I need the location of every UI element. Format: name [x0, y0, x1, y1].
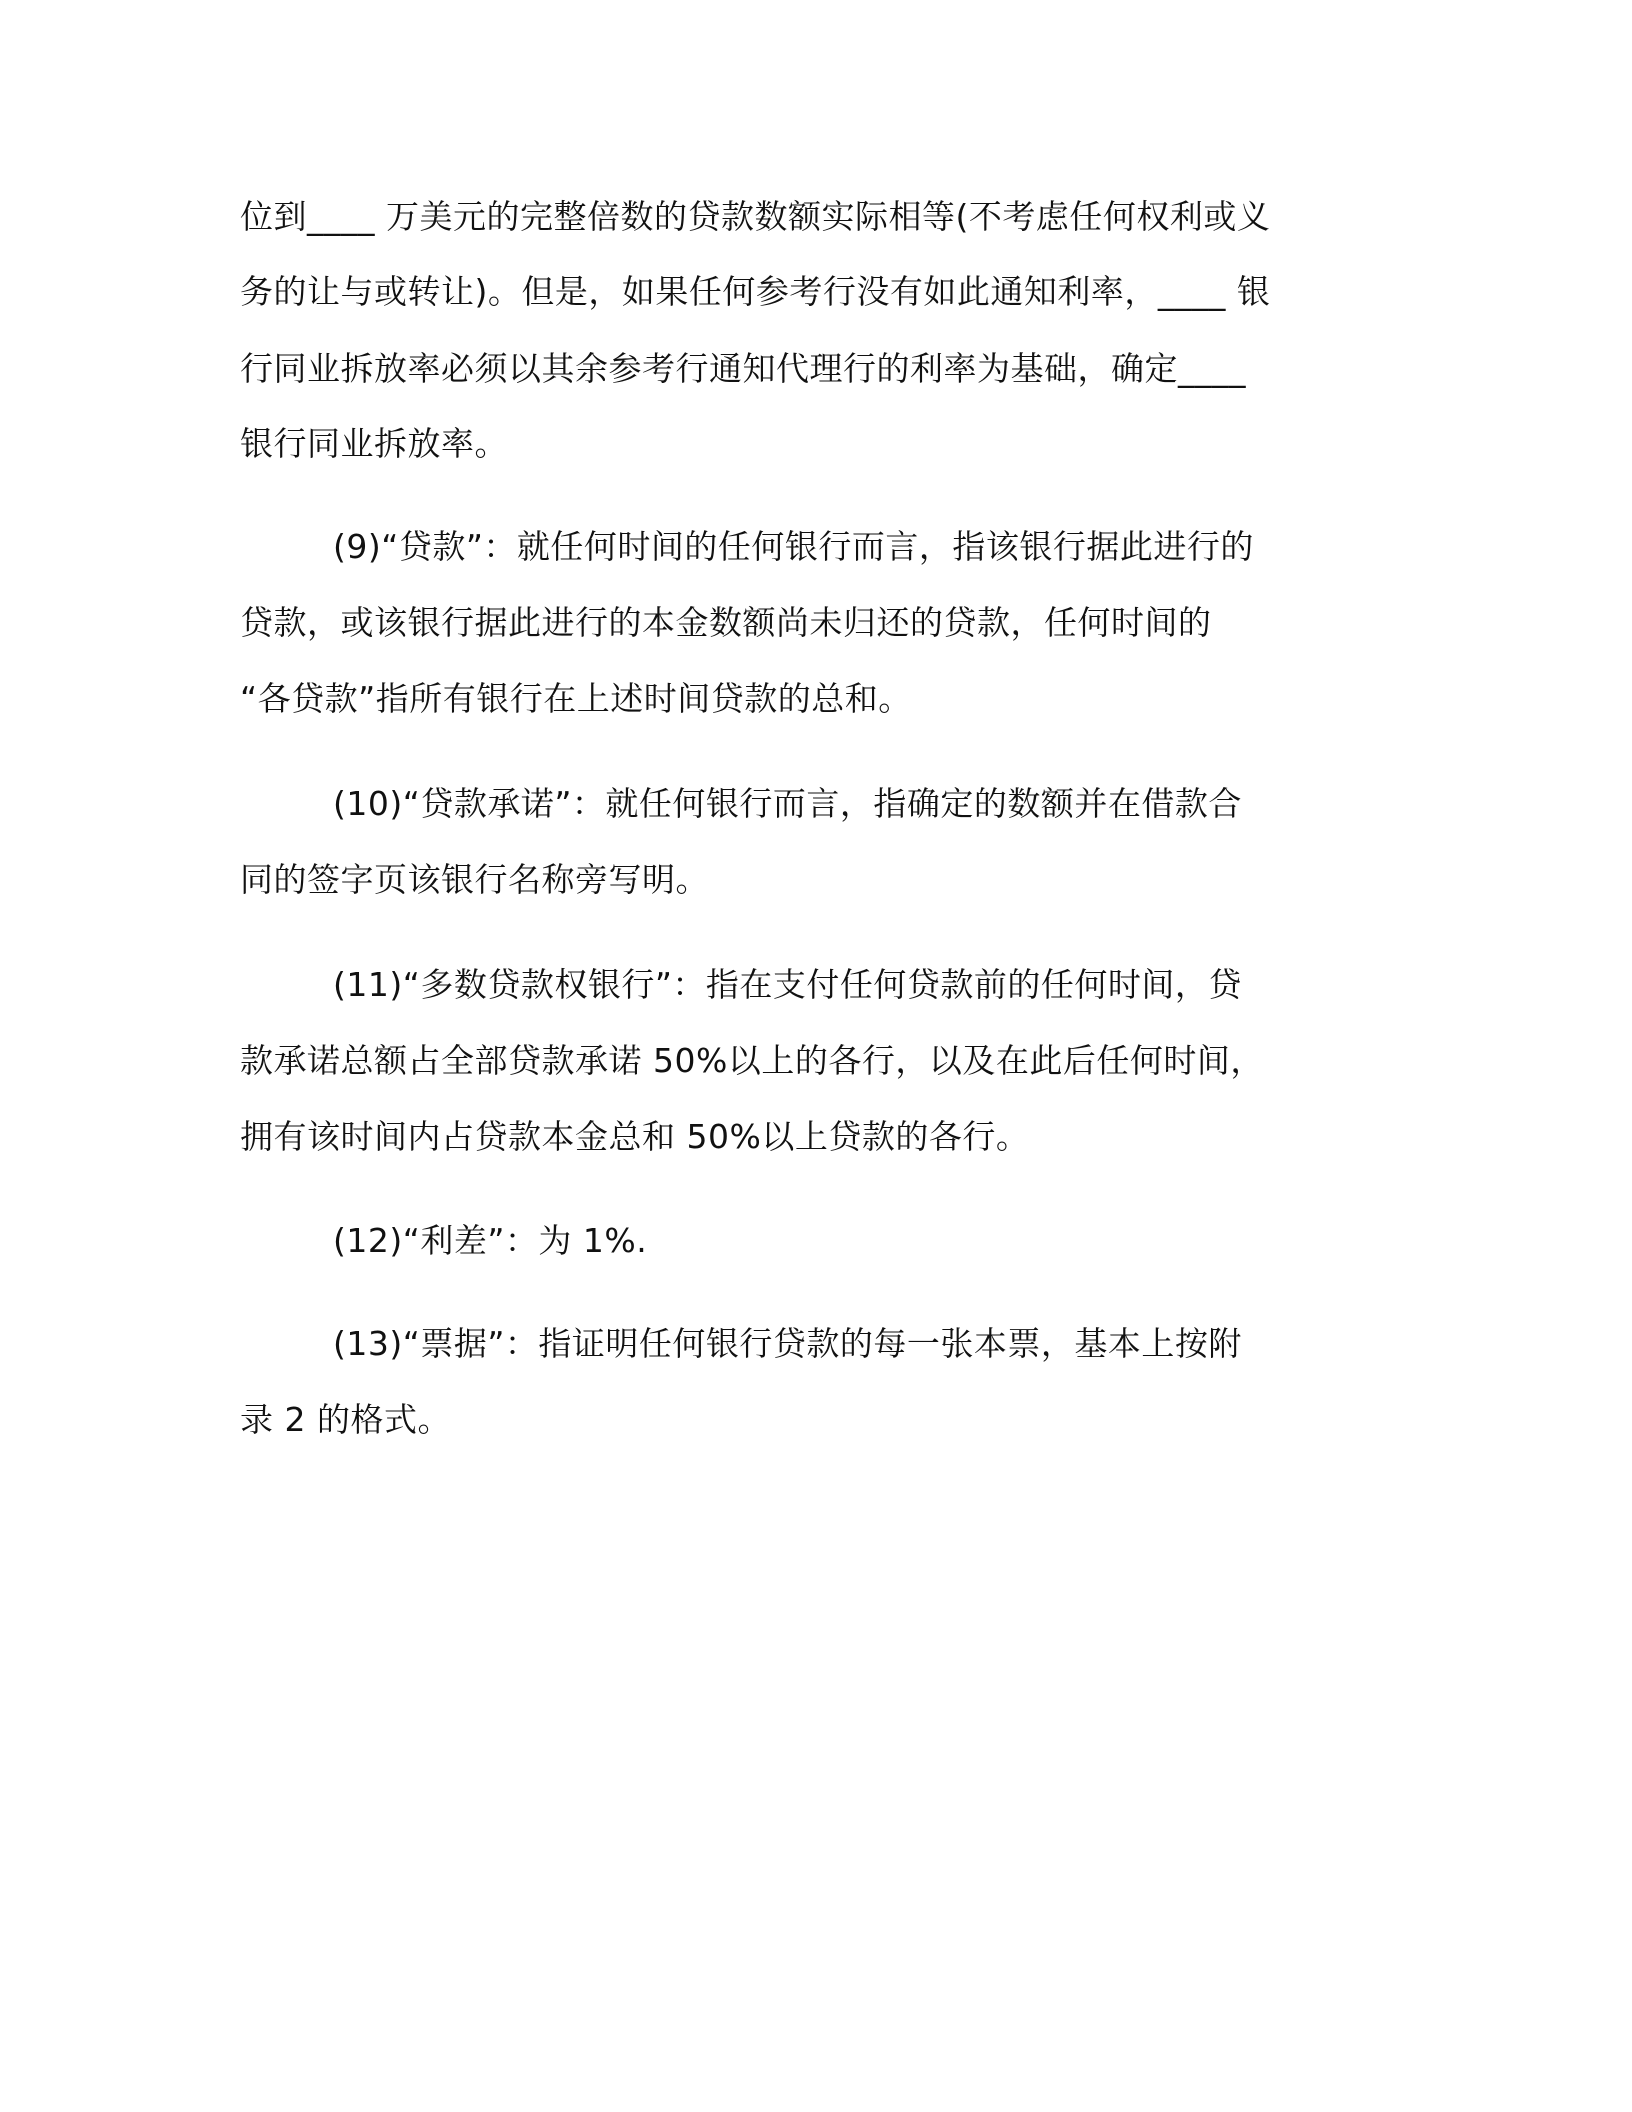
text-line: 同的签字页该银行名称旁写明。 — [240, 860, 709, 899]
text-line: (13)“票据”：指证明任何银行贷款的每一张本票，基本上按附 — [333, 1324, 1242, 1363]
text-line: 贷款，或该银行据此进行的本金数额尚未归还的贷款，任何时间的 — [240, 603, 1212, 642]
text-line: (11)“多数贷款权银行”：指在支付任何贷款前的任何时间，贷 — [333, 965, 1242, 1004]
text-line: (9)“贷款”：就任何时间的任何银行而言，指该银行据此进行的 — [333, 527, 1254, 566]
text-line: 行同业拆放率必须以其余参考行通知代理行的利率为基础，确定____ — [240, 349, 1246, 388]
text-line: (12)“利差”：为 1%. — [333, 1221, 648, 1260]
text-line: “各贷款”指所有银行在上述时间贷款的总和。 — [240, 679, 912, 718]
text-line: 拥有该时间内占贷款本金总和 50%以上贷款的各行。 — [240, 1117, 1030, 1156]
text-line: 录 2 的格式。 — [240, 1400, 451, 1439]
text-line: 款承诺总额占全部贷款承诺 50%以上的各行，以及在此后任何时间， — [240, 1041, 1264, 1080]
text-line: (10)“贷款承诺”：就任何银行而言，指确定的数额并在借款合 — [333, 784, 1242, 823]
text-line: 银行同业拆放率。 — [240, 424, 508, 463]
text-line: 务的让与或转让)。但是，如果任何参考行没有如此通知利率，____ 银 — [240, 272, 1271, 311]
text-line: 位到____ 万美元的完整倍数的贷款数额实际相等(不考虑任何权利或义 — [240, 197, 1271, 236]
